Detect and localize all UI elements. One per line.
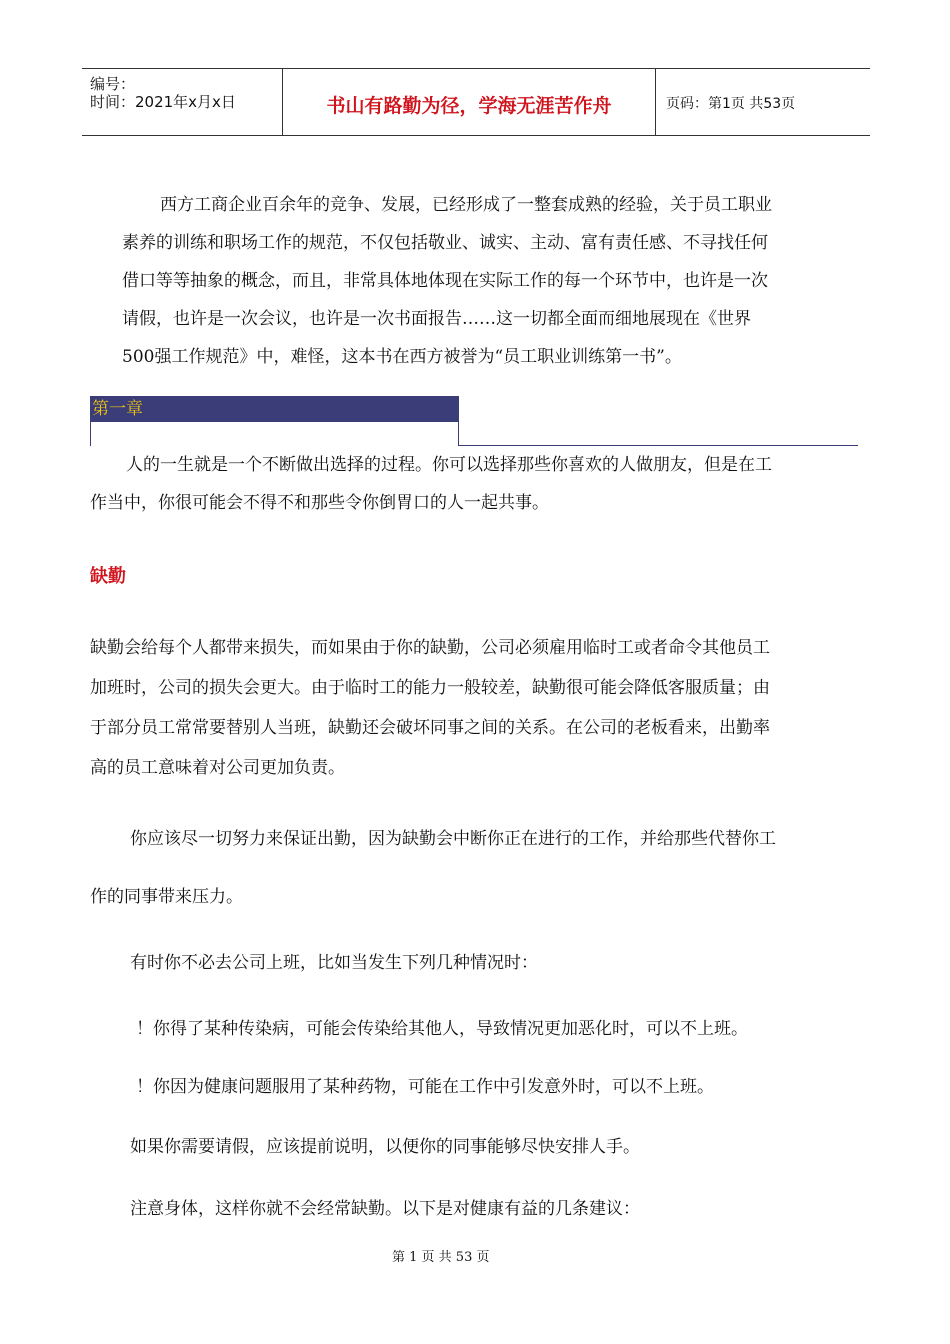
chapter-rule	[458, 396, 459, 446]
chapter-heading-bar	[90, 396, 458, 422]
section-paragraph	[90, 628, 870, 788]
header-number: 编号：	[90, 75, 136, 93]
section-paragraph: 如果你需要请假，应该提前说明，以便你的同事能够尽快安排人手。	[130, 1137, 640, 1157]
intro-line: 500强工作规范》中，难怪，这本书在西方被誉为“员工职业训练第一书”。	[122, 347, 682, 367]
section-line: 于部分员工常常要替别人当班，缺勤还会破坏同事之间的关系。在公司的老板看来，出勤率	[90, 718, 770, 738]
section-paragraph: 有时你不必去公司上班，比如当发生下列几种情况时：	[130, 953, 538, 973]
bullet-item: ！你得了某种传染病，可能会传染给其他人，导致情况更加恶化时，可以不上班。	[136, 1019, 748, 1039]
intro-line: 西方工商企业百余年的竞争、发展，已经形成了一整套成熟的经验，关于员工职业	[160, 195, 772, 215]
page-header	[82, 68, 870, 136]
bullet-item: ！你因为健康问题服用了某种药物，可能在工作中引发意外时，可以不上班。	[136, 1077, 714, 1097]
header-motto: 书山有路勤为径，学海无涯苦作舟	[326, 95, 612, 117]
section-paragraph: 注意身体，这样你就不会经常缺勤。以下是对健康有益的几条建议：	[130, 1199, 640, 1219]
header-time: 时间：2021年x月x日	[90, 93, 236, 111]
intro-line: 借口等等抽象的概念，而且，非常具体地体现在实际工作的每一个环节中，也许是一次	[122, 271, 768, 291]
section-title: 缺勤	[90, 566, 126, 587]
intro-line: 请假，也许是一次会议，也许是一次书面报告……这一切都全面而细地展现在《世界	[122, 309, 751, 329]
chapter-rule	[90, 422, 91, 446]
section-line: 缺勤会给每个人都带来损失，而如果由于你的缺勤，公司必须雇用临时工或者命令其他员工	[90, 638, 770, 658]
header-page-code: 页码：第1页 共53页	[666, 96, 796, 112]
chapter-line: 人的一生就是一个不断做出选择的过程。你可以选择那些你喜欢的人做朋友，但是在工	[126, 455, 772, 475]
section-paragraph: 你应该尽一切努力来保证出勤，因为缺勤会中断你正在进行的工作，并给那些代替你工	[130, 829, 776, 849]
section-paragraph: 作的同事带来压力。	[90, 887, 243, 907]
header-left-cell	[82, 69, 282, 135]
page-footer: 第 1 页 共 53 页	[392, 1250, 490, 1265]
chapter-line: 作当中，你很可能会不得不和那些令你倒胃口的人一起共事。	[90, 493, 549, 513]
chapter-title: 第一章	[92, 399, 143, 419]
chapter-paragraph	[90, 446, 870, 522]
intro-line: 素养的训练和职场工作的规范，不仅包括敬业、诚实、主动、富有责任感、不寻找任何	[122, 233, 768, 253]
section-line: 加班时，公司的损失会更大。由于临时工的能力一般较差，缺勤很可能会降低客服质量；由	[90, 678, 770, 698]
section-line: 高的员工意味着对公司更加负责。	[90, 758, 345, 778]
intro-paragraph	[122, 186, 852, 376]
header-motto-cell	[282, 69, 656, 135]
